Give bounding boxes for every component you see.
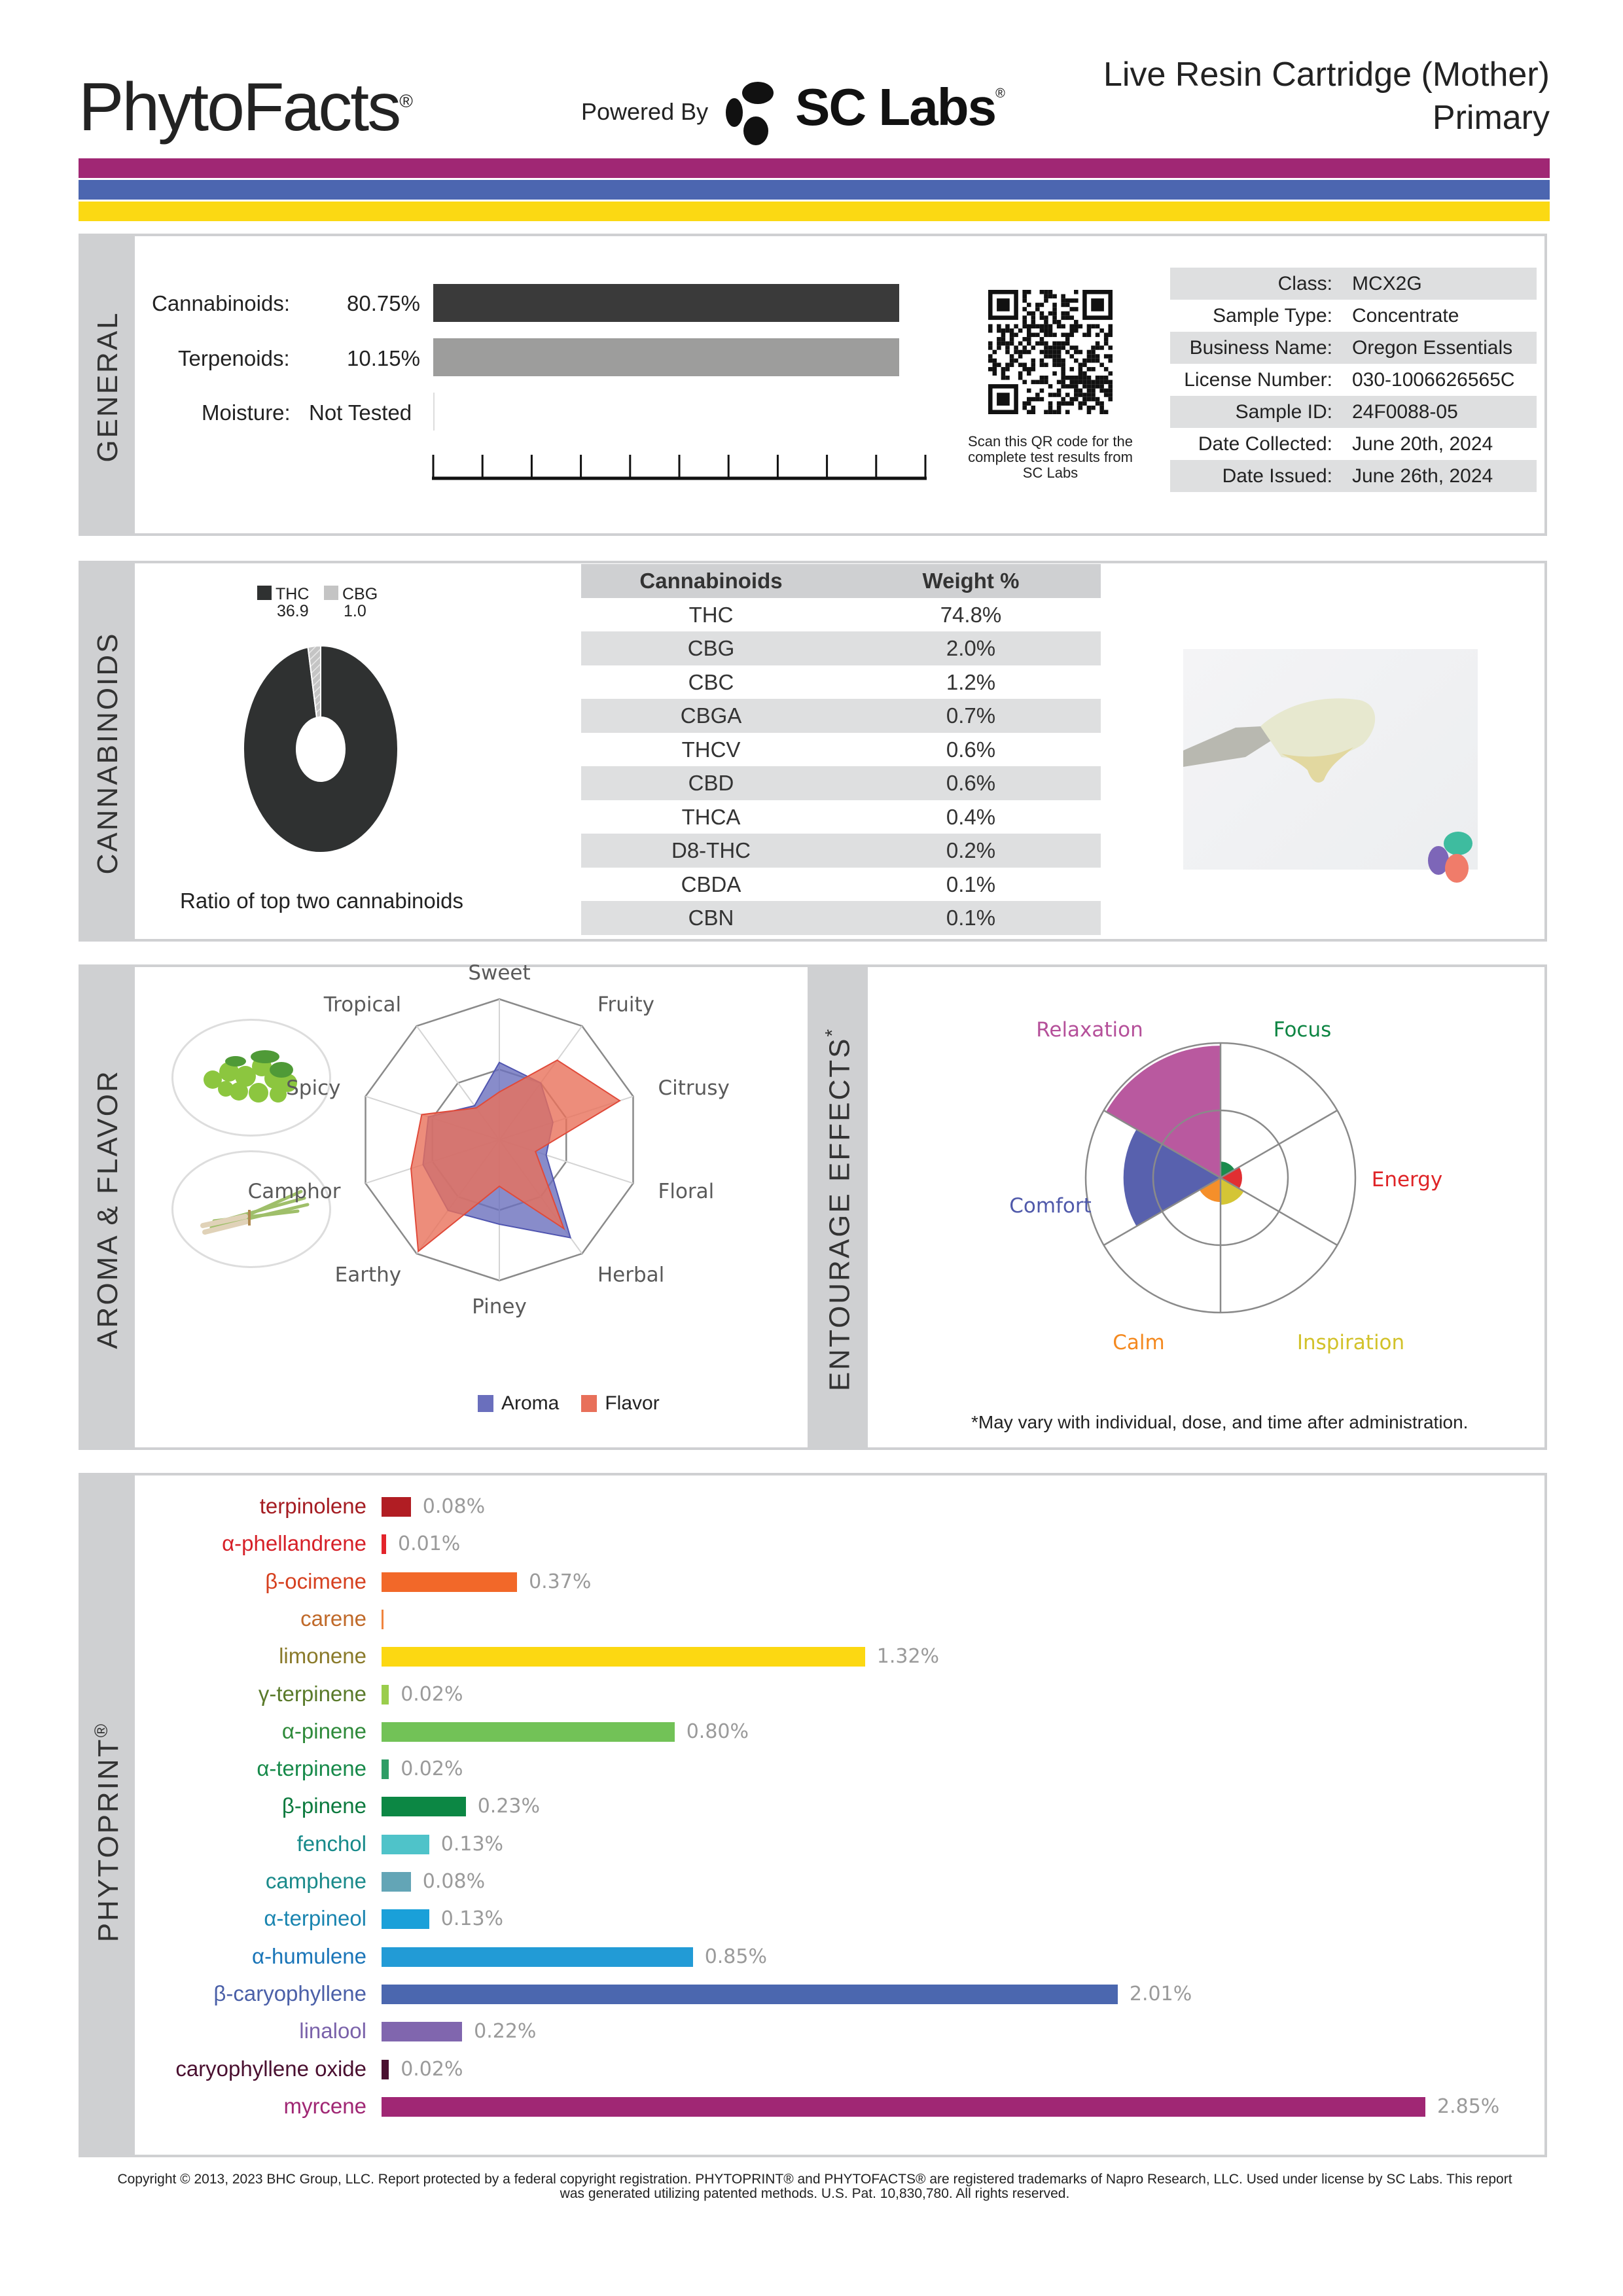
cannabinoid-weight: 2.0%: [946, 636, 996, 660]
info-row: [1170, 364, 1537, 396]
entourage-effects-section-label: [822, 1027, 857, 1391]
phytoprint-section-label: [91, 1722, 125, 1942]
terpene-name: camphene: [265, 1869, 366, 1893]
terpene-name: caryophyllene oxide: [175, 2056, 366, 2081]
terpene-value: 2.01%: [1129, 1982, 1192, 2005]
terpene-bar: [382, 1534, 386, 1554]
color-stripe-blue: [79, 180, 1550, 200]
qr-code[interactable]: [988, 290, 1113, 414]
info-key: License Number:: [1184, 369, 1332, 391]
entourage-effects-label-text: ENTOURAGE EFFECTS: [823, 1036, 856, 1392]
brand-registered-mark: ®: [399, 91, 413, 111]
terpene-bar: [382, 1647, 865, 1667]
terpene-bar: [382, 1872, 411, 1892]
radar-axis-label: Earthy: [334, 1263, 402, 1287]
brand-name: PhytoFacts: [79, 69, 400, 145]
terpene-name: α-terpineol: [264, 1906, 366, 1931]
terpene-name: myrcene: [283, 2093, 366, 2118]
terpene-name: linalool: [299, 2019, 366, 2043]
terpene-name: β-ocimene: [265, 1568, 366, 1593]
terpene-name: β-pinene: [281, 1793, 366, 1818]
phytoprint-sidebar: [81, 1475, 135, 2155]
info-value: Oregon Essentials: [1352, 337, 1513, 359]
effect-label-focus: Focus: [1273, 1018, 1332, 1042]
terpene-bar: [382, 1722, 675, 1742]
cannabinoid-weight: 0.2%: [946, 838, 996, 862]
legend-label-flavor: Flavor: [605, 1392, 660, 1414]
terpene-bar: [382, 1685, 389, 1704]
terpene-name: γ-terpinene: [258, 1681, 366, 1706]
info-value: 24F0088-05: [1352, 401, 1458, 423]
color-stripe-purple: [79, 158, 1550, 178]
product-title: Live Resin Cartridge (Mother): [1103, 56, 1550, 94]
table-header-row: [581, 564, 1101, 598]
info-value: 030-1006626565C: [1352, 369, 1515, 391]
effects-footnote: *May vary with individual, dose, and time after administration.: [971, 1412, 1469, 1432]
general-sidebar: [81, 236, 135, 533]
column-header-cannabinoids: Cannabinoids: [639, 569, 783, 593]
copyright-footer: [85, 2172, 1544, 2201]
ratio-caption: Ratio of top two cannabinoids: [180, 889, 463, 913]
terpene-name: limonene: [279, 1644, 366, 1669]
cannabinoids-total-value: 80.75%: [347, 291, 420, 315]
color-stripe-yellow: [79, 202, 1550, 221]
terpene-bar: [382, 2060, 389, 2079]
phytofacts-logo: [79, 69, 413, 147]
terpene-bar: [382, 2022, 462, 2041]
column-header-weight: Weight %: [922, 569, 1020, 593]
copyright-line-2: was generated utilizing patented methods. U.S. Pat. 10,830,780. All rights reserved.: [560, 2186, 1070, 2201]
info-row: [1170, 300, 1537, 332]
table-row: [581, 699, 1101, 733]
table-row: [581, 733, 1101, 767]
terpene-value: 0.22%: [474, 2020, 537, 2043]
aroma-flavor-sidebar: [81, 967, 135, 1447]
terpene-name: α-phellandrene: [222, 1531, 366, 1556]
cannabinoids-total-label: Cannabinoids:: [152, 291, 290, 315]
info-value: MCX2G: [1352, 273, 1422, 294]
cannabinoid-weight: 0.6%: [946, 771, 996, 795]
legend-label-aroma: Aroma: [501, 1392, 560, 1414]
terpene-value: 0.02%: [401, 1682, 463, 1706]
lab-name: SC Labs: [795, 78, 996, 136]
entourage-asterisk: *: [821, 1027, 844, 1037]
terpene-bar: [382, 2097, 1425, 2117]
lemongrass-icon: [173, 1152, 329, 1266]
terpene-bar: [382, 1497, 411, 1517]
table-row: [581, 766, 1101, 800]
terpenoids-total-value: 10.15%: [347, 346, 420, 370]
terpene-bar: [382, 1835, 429, 1854]
info-value: June 26th, 2024: [1352, 465, 1493, 487]
effect-label-inspiration: Inspiration: [1296, 1331, 1405, 1354]
terpenoids-total-bar: [433, 338, 899, 376]
cannabinoid-weight: 0.1%: [946, 872, 996, 896]
cannabinoid-name: D8-THC: [671, 838, 751, 862]
aroma-flavor-section-label: AROMA & FLAVOR: [92, 1069, 124, 1349]
radar-axis-label: Sweet: [468, 961, 531, 985]
terpene-value: 0.85%: [704, 1945, 767, 1968]
terpene-bar: [382, 1572, 517, 1592]
cannabinoid-name: THCV: [681, 737, 741, 762]
cannabinoid-name: THCA: [681, 804, 741, 829]
copyright-line-1: Copyright © 2013, 2023 BHC Group, LLC. Report protected by a federal copyright registration. PHYTOPRINT® and PHYTOFACTS® are registered trademarks of Napro Research, LLC. Used under license by SC Labs. This report: [117, 2172, 1512, 2187]
info-key: Date Issued:: [1222, 465, 1332, 487]
info-value: June 20th, 2024: [1352, 433, 1493, 455]
terpene-bar: [382, 1797, 466, 1816]
info-key: Sample ID:: [1235, 401, 1332, 423]
cannabinoid-name: CBGA: [680, 703, 742, 728]
moisture-label: Moisture:: [202, 400, 291, 425]
terpenoids-total-label: Terpenoids:: [178, 346, 290, 370]
legend-swatch-cbg: [324, 586, 338, 600]
terpene-name: α-terpinene: [257, 1756, 366, 1781]
legend-label-cbg: CBG: [342, 585, 378, 603]
legend-label-thc: THC: [276, 585, 310, 603]
terpene-bar: [382, 1759, 389, 1779]
radar-axis-label: Herbal: [597, 1263, 665, 1287]
terpene-bar: [382, 1947, 693, 1967]
effect-label-energy: Energy: [1371, 1168, 1443, 1192]
terpene-value: 0.23%: [477, 1795, 541, 1818]
info-row: [1170, 396, 1537, 428]
product-photo: [1183, 649, 1478, 870]
radar-legend: [478, 1392, 660, 1415]
terpene-bar: [382, 1985, 1118, 2004]
terpene-name: α-humulene: [251, 1943, 366, 1968]
terpene-value: 0.80%: [686, 1720, 749, 1743]
radar-axis-label: Fruity: [597, 993, 654, 1017]
terpene-bar: [382, 1909, 429, 1929]
cannabinoid-weight: 0.1%: [946, 906, 996, 930]
radar-axis-label: Citrusy: [658, 1076, 730, 1101]
cannabinoid-name: CBC: [688, 669, 734, 694]
radar-axis-label: Camphor: [247, 1179, 341, 1203]
terpene-name: carene: [300, 1606, 366, 1631]
terpene-value: 0.08%: [422, 1870, 486, 1893]
phytoprint-registered-mark: ®: [91, 1722, 112, 1738]
concentrate-dab-tool-image: [1183, 649, 1478, 870]
info-key: Business Name:: [1189, 337, 1332, 359]
table-row: [581, 631, 1101, 665]
terpene-bar: [382, 1610, 383, 1629]
terpene-name: β-caryophyllene: [213, 1981, 366, 2005]
terpene-value: 0.02%: [401, 2057, 463, 2081]
effect-label-relaxation: Relaxation: [1036, 1018, 1143, 1042]
entourage-effects-sidebar: [810, 967, 868, 1447]
legend-swatch-aroma: [478, 1395, 493, 1412]
cannabinoids-section-label: CANNABINOIDS: [92, 631, 124, 875]
cannabinoid-weight: 74.8%: [940, 602, 1002, 627]
legend-swatch-thc: [257, 586, 272, 600]
lab-registered-mark: ®: [995, 86, 1004, 101]
terpene-value: 0.08%: [422, 1495, 486, 1518]
polar-spoke: [1221, 1110, 1337, 1178]
radar-axis-label: Tropical: [323, 993, 402, 1017]
entourage-effects-polar-chart: [949, 1008, 1472, 1361]
info-row: [1170, 332, 1537, 364]
qr-caption: Scan this QR code for the complete test results from SC Labs: [968, 433, 1133, 481]
terpene-value: 2.85%: [1437, 2094, 1500, 2118]
terpene-name: terpinolene: [259, 1494, 366, 1518]
phytoprint-label-text: PHYTOPRINT: [92, 1737, 124, 1943]
info-key: Class:: [1277, 273, 1332, 294]
cannabinoid-weight: 0.7%: [946, 703, 996, 728]
cannabinoid-ratio-donut: [164, 576, 491, 903]
sc-labs-logo-icon: [720, 80, 779, 145]
radar-axis-label: Spicy: [286, 1076, 341, 1101]
info-key: Date Collected:: [1198, 433, 1332, 455]
info-row: [1170, 460, 1537, 492]
info-key: Sample Type:: [1213, 305, 1332, 327]
cannabinoid-name: CBG: [687, 636, 735, 660]
cannabinoid-name: CBN: [688, 906, 734, 930]
terpene-name: fenchol: [296, 1831, 366, 1856]
product-subtitle: Primary: [1432, 99, 1550, 137]
terpene-value: 0.37%: [529, 1570, 592, 1593]
info-row: [1170, 268, 1537, 300]
effect-label-calm: Calm: [1113, 1331, 1165, 1354]
table-row: [581, 834, 1101, 868]
terpene-value: 0.13%: [440, 1907, 504, 1931]
info-row: [1170, 428, 1537, 460]
cannabinoid-weight: 0.4%: [946, 804, 996, 829]
table-row: [581, 868, 1101, 902]
terpene-value: 0.02%: [401, 1757, 463, 1781]
legend-value-cbg: 1.0: [344, 602, 366, 620]
terpene-value: 1.32%: [876, 1645, 940, 1669]
polar-spoke: [1221, 1178, 1337, 1245]
cannabinoid-name: THC: [688, 602, 734, 627]
radar-axis-label: Piney: [472, 1295, 527, 1318]
table-row: [581, 598, 1101, 632]
cannabinoid-weight: 1.2%: [946, 669, 996, 694]
cannabinoid-table: [581, 564, 1101, 935]
terpene-value: 0.01%: [398, 1532, 461, 1556]
lemongrass-image: [171, 1150, 331, 1268]
table-row: [581, 665, 1101, 699]
cannabinoid-name: CBDA: [681, 872, 741, 896]
moisture-bar-baseline: [433, 393, 435, 431]
legend-value-thc: 36.9: [277, 602, 309, 620]
aroma-flavor-radar-chart: [247, 961, 779, 1381]
effect-label-comfort: Comfort: [1009, 1194, 1092, 1218]
cannabinoids-total-bar: [433, 284, 899, 322]
general-scale-axis: [432, 455, 929, 481]
general-section-label: GENERAL: [92, 311, 124, 463]
terpene-value: 0.13%: [440, 1832, 504, 1856]
cannabinoid-name: CBD: [688, 771, 734, 795]
info-value: Concentrate: [1352, 305, 1459, 327]
table-row: [581, 901, 1101, 935]
moisture-value: Not Tested: [309, 400, 412, 425]
table-row: [581, 800, 1101, 834]
terpene-name: α-pinene: [281, 1718, 366, 1743]
radar-axis-label: Floral: [658, 1179, 715, 1203]
cannabinoid-weight: 0.6%: [946, 737, 996, 762]
legend-swatch-flavor: [581, 1395, 597, 1412]
cannabinoids-sidebar: [81, 563, 135, 939]
powered-by-label: Powered By: [581, 98, 709, 125]
sc-labs-logo-text: [795, 77, 1004, 137]
